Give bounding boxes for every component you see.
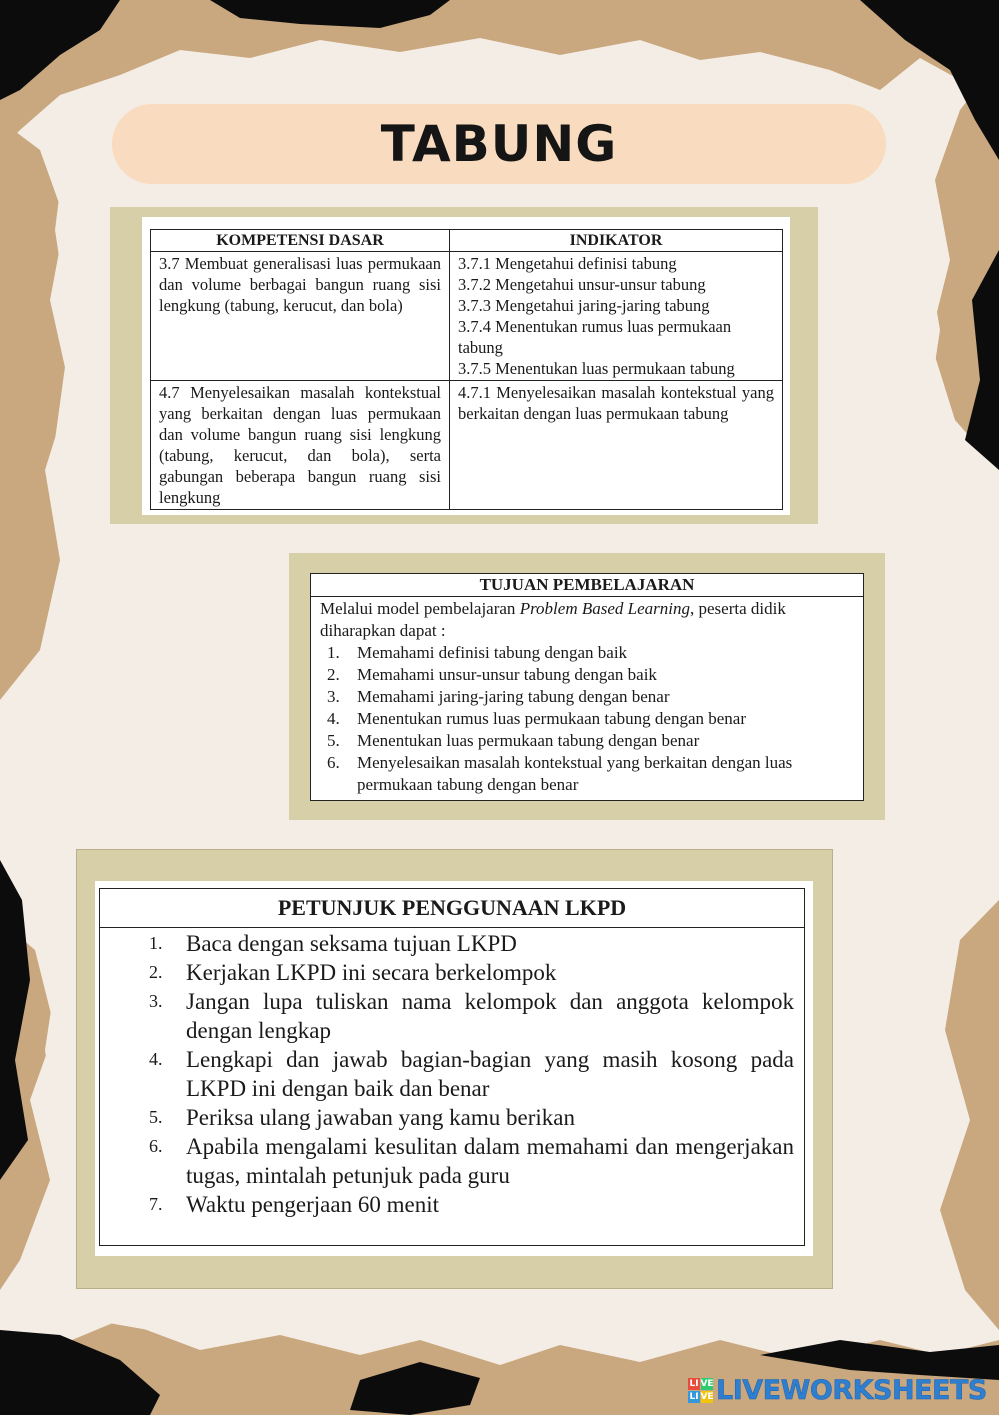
list-item <box>327 686 855 708</box>
header-kompetensi: KOMPETENSI DASAR <box>151 230 450 252</box>
list-text: Lengkapi dan jawab bagian-bagian yang masih kosong pada LKPD ini dengan baik dan benar <box>186 1047 794 1101</box>
table-row <box>151 381 783 510</box>
list-item <box>149 958 794 987</box>
list-number: 1. <box>149 933 163 953</box>
tujuan-intro-model: Problem Based Learning <box>519 599 690 618</box>
indikator-item: 3.7.4 Menentukan rumus luas permukaan tabung <box>458 317 732 357</box>
tujuan-intro-text-end: , peserta didik diharapkan dapat : <box>320 599 786 640</box>
petunjuk-header: PETUNJUK PENGGUNAAN LKPD <box>100 889 804 928</box>
list-number: 6. <box>149 1136 163 1156</box>
list-text: Baca dengan seksama tujuan LKPD <box>186 931 517 956</box>
tujuan-intro <box>311 597 863 642</box>
list-text: Memahami jaring-jaring tabung dengan benar <box>357 687 670 706</box>
tujuan-frame <box>289 553 885 820</box>
list-text: Menyelesaikan masalah kontekstual yang berkaitan dengan luas permukaan tabung dengan benar <box>357 753 793 794</box>
tujuan-box <box>310 573 864 801</box>
tujuan-intro-text: Melalui model pembelajaran <box>320 599 520 618</box>
kompetensi-table <box>150 229 783 510</box>
indikator-item: 3.7.1 Mengetahui definisi tabung <box>458 254 677 273</box>
liveworksheets-grid-icon <box>688 1378 713 1403</box>
list-number: 2. <box>149 962 163 982</box>
list-text: Menentukan rumus luas permukaan tabung dengan benar <box>357 709 746 728</box>
list-text: Jangan lupa tuliskan nama kelompok dan anggota kelompok dengan lengkap <box>186 989 794 1043</box>
indikator-cell <box>450 381 783 510</box>
petunjuk-panel <box>95 881 813 1256</box>
list-text: Kerjakan LKPD ini secara berkelompok <box>186 960 557 985</box>
kompetensi-panel <box>142 217 790 515</box>
header-indikator: INDIKATOR <box>450 230 783 252</box>
table-header-row <box>151 230 783 252</box>
title-banner <box>112 104 886 184</box>
kompetensi-frame <box>110 207 818 524</box>
list-text: Periksa ulang jawaban yang kamu berikan <box>186 1105 575 1130</box>
petunjuk-frame <box>76 849 833 1289</box>
kd-cell: 4.7 Menyelesaikan masalah kontekstual yang berkaitan dengan luas permukaan dan volume bangun ruang sisi lengkung (tabung, kerucut, dan bola), serta gabungan beberapa bangun ruang sisi lengkung <box>151 381 450 510</box>
kd-cell: 3.7 Membuat generalisasi luas permukaan dan volume berbagai bangun ruang sisi lengkung (tabung, kerucut, dan bola) <box>151 252 450 381</box>
list-number: 6. <box>327 753 340 772</box>
list-text: Memahami unsur-unsur tabung dengan baik <box>357 665 657 684</box>
indikator-item: 3.7.3 Mengetahui jaring-jaring tabung <box>458 296 710 315</box>
liveworksheets-logo <box>688 1373 987 1407</box>
list-item <box>327 642 855 664</box>
page-title: TABUNG <box>380 115 618 173</box>
tujuan-header: TUJUAN PEMBELAJARAN <box>311 574 863 597</box>
list-item <box>327 752 855 796</box>
grid-cell: LI <box>689 1391 699 1402</box>
list-item <box>149 1103 794 1132</box>
tujuan-list <box>311 642 863 796</box>
list-item <box>149 1132 794 1190</box>
torn-tan-right-low <box>940 900 999 1330</box>
indikator-cell <box>450 252 783 381</box>
list-number: 5. <box>327 731 340 750</box>
list-item <box>149 987 794 1045</box>
list-item <box>149 929 794 958</box>
list-item <box>327 664 855 686</box>
list-number: 4. <box>149 1049 163 1069</box>
grid-cell: LI <box>689 1378 699 1389</box>
list-text: Waktu pengerjaan 60 menit <box>186 1192 439 1217</box>
indikator-item: 3.7.2 Mengetahui unsur-unsur tabung <box>458 275 706 294</box>
list-item <box>149 1190 794 1219</box>
list-item <box>327 708 855 730</box>
grid-cell: VE <box>700 1378 714 1389</box>
list-number: 7. <box>149 1194 163 1214</box>
list-number: 4. <box>327 709 340 728</box>
table-row <box>151 252 783 381</box>
list-item <box>149 1045 794 1103</box>
list-number: 2. <box>327 665 340 684</box>
grid-cell: VE <box>700 1391 714 1402</box>
list-item <box>327 730 855 752</box>
indikator-item: 3.7.5 Menentukan luas permukaan tabung <box>458 359 735 378</box>
list-text: Menentukan luas permukaan tabung dengan benar <box>357 731 700 750</box>
liveworksheets-text: LIVEWORKSHEETS <box>716 1374 987 1406</box>
petunjuk-list <box>100 928 804 1219</box>
list-number: 3. <box>327 687 340 706</box>
list-text: Memahami definisi tabung dengan baik <box>357 643 628 662</box>
list-number: 5. <box>149 1107 163 1127</box>
list-text: Apabila mengalami kesulitan dalam memahami dan mengerjakan tugas, mintalah petunjuk pada guru <box>186 1134 794 1188</box>
indikator-item: 4.7.1 Menyelesaikan masalah kontekstual yang berkaitan dengan luas permukaan tabung <box>458 383 774 423</box>
list-number: 1. <box>327 643 340 662</box>
list-number: 3. <box>149 991 163 1011</box>
petunjuk-box <box>99 888 805 1246</box>
